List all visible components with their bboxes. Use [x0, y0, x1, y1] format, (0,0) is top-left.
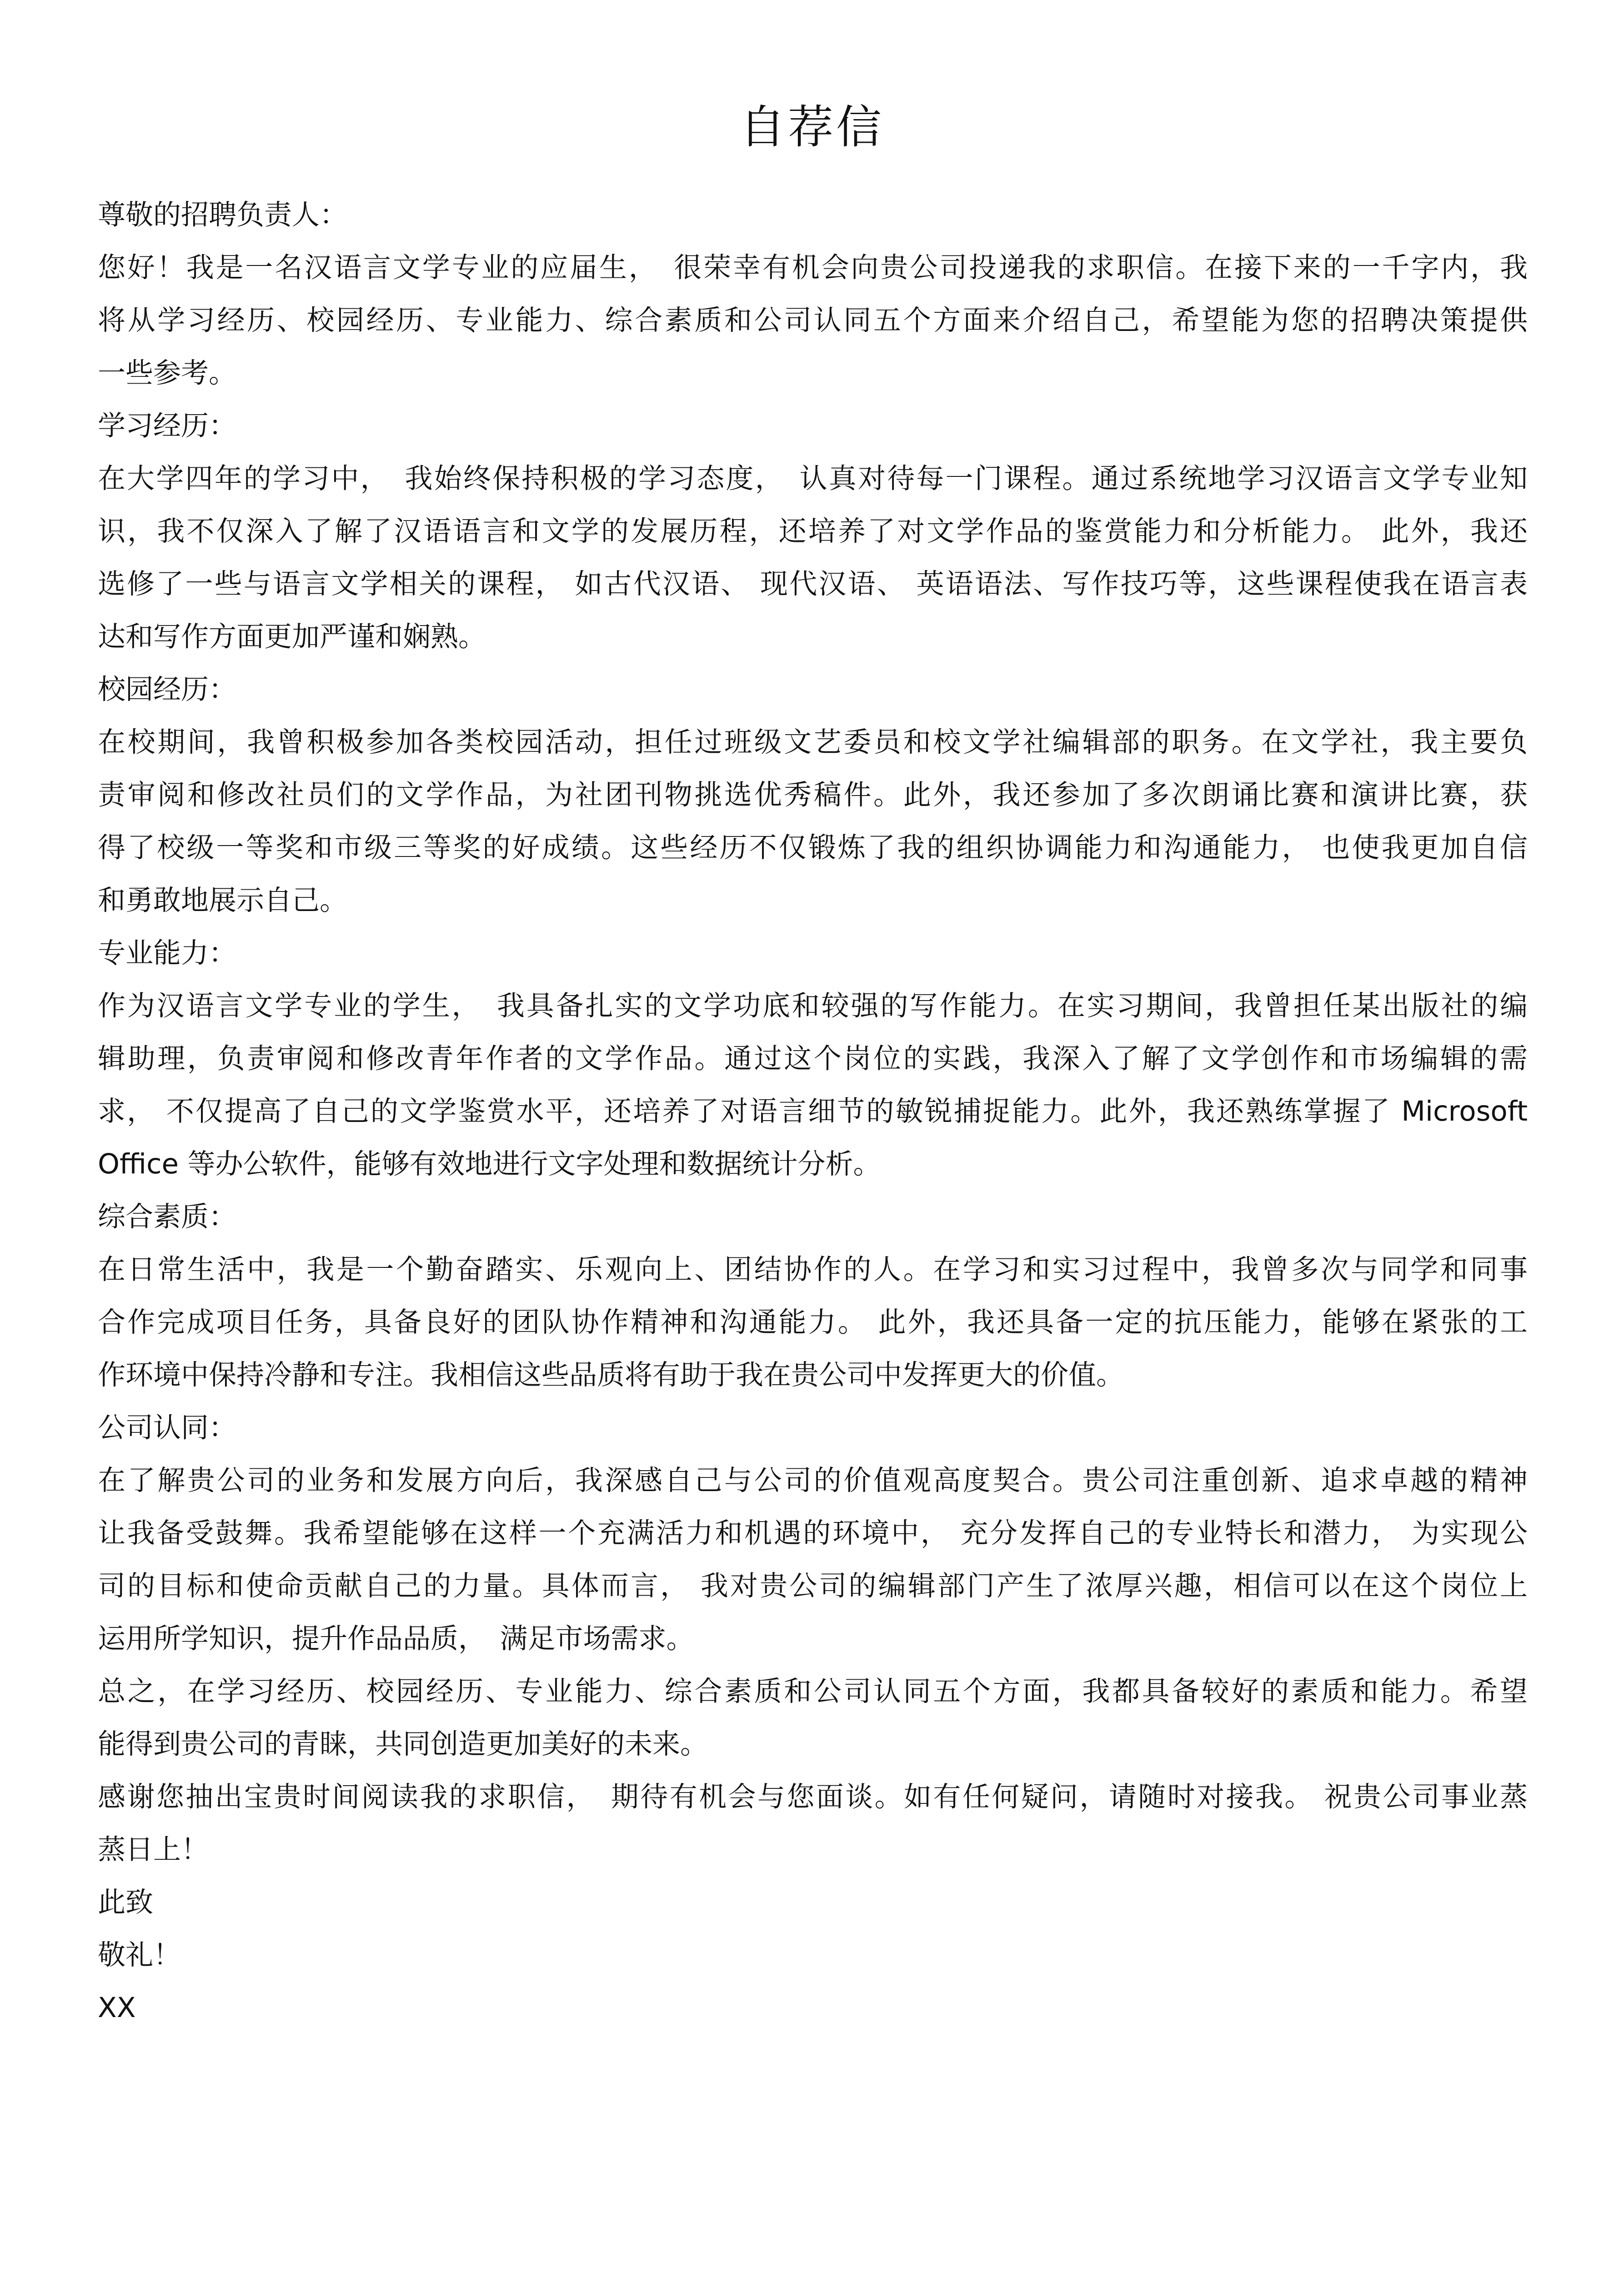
paragraph-line: 总之，在学习经历、校园经历、专业能力、综合素质和公司认同五个方面，我都具备较好的素质和能力。希望 [98, 1675, 1528, 1707]
paragraph-line: 作环境中保持冷静和专注。我相信这些品质将有助于我在贵公司中发挥更大的价值。 [98, 1359, 1124, 1391]
paragraph-line: 运用所学知识，提升作品品质， 满足市场需求。 [98, 1622, 694, 1655]
closing-salute: 敬礼！ [98, 1939, 181, 1971]
section-heading: 公司认同： [98, 1412, 237, 1444]
paragraph-line: 达和写作方面更加严谨和娴熟。 [98, 621, 486, 653]
paragraph-line: 在日常生活中，我是一个勤奋踏实、乐观向上、团结协作的人。在学习和实习过程中，我曾多次与同学和同事 [98, 1253, 1528, 1286]
paragraph-line: 合作完成项目任务，具备良好的团队协作精神和沟通能力。 此外，我还具备一定的抗压能力，能够在紧张的工 [98, 1306, 1528, 1338]
paragraph-line: 能得到贵公司的青睐，共同创造更加美好的未来。 [98, 1728, 708, 1760]
paragraph-line: 求， 不仅提高了自己的文学鉴赏水平，还培养了对语言细节的敏锐捕捉能力。此外，我还熟练掌握了 Microsoft [98, 1095, 1528, 1127]
paragraph-line: 让我备受鼓舞。我希望能够在这样一个充满活力和机遇的环境中， 充分发挥自己的专业特长和潜力， 为实现公 [98, 1517, 1528, 1549]
section-heading: 学习经历： [98, 410, 237, 442]
letter-body [98, 189, 1528, 2034]
paragraph-line: 司的目标和使命贡献自己的力量。具体而言， 我对贵公司的编辑部门产生了浓厚兴趣，相信可以在这个岗位上 [98, 1570, 1528, 1602]
section-heading: 综合素质： [98, 1201, 237, 1233]
paragraph-line: 作为汉语言文学专业的学生， 我具备扎实的文学功底和较强的写作能力。在实习期间，我曾担任某出版社的编 [98, 990, 1528, 1022]
paragraph-line: 感谢您抽出宝贵时间阅读我的求职信， 期待有机会与您面谈。如有任何疑问，请随时对接我。 祝贵公司事业蒸 [98, 1781, 1528, 1813]
paragraph-line: 一些参考。 [98, 357, 237, 389]
paragraph-line: Office 等办公软件，能够有效地进行文字处理和数据统计分析。 [98, 1148, 881, 1180]
salutation: 尊敬的招聘负责人： [98, 199, 348, 231]
paragraph-line: 识，我不仅深入了解了汉语语言和文学的发展历程，还培养了对文学作品的鉴赏能力和分析能力。 此外，我还 [98, 515, 1528, 547]
paragraph-line: 责审阅和修改社员们的文学作品，为社团刊物挑选优秀稿件。此外，我还参加了多次朗诵比赛和演讲比赛，获 [98, 779, 1528, 811]
paragraph-line: 在了解贵公司的业务和发展方向后，我深感自己与公司的价值观高度契合。贵公司注重创新、追求卓越的精神 [98, 1464, 1528, 1497]
paragraph-line: 蒸日上！ [98, 1833, 209, 1866]
paragraph-line: 在校期间，我曾积极参加各类校园活动，担任过班级文艺委员和校文学社编辑部的职务。在文学社，我主要负 [98, 726, 1528, 758]
section-heading: 专业能力： [98, 937, 237, 969]
paragraph-line: 在大学四年的学习中， 我始终保持积极的学习态度， 认真对待每一门课程。通过系统地学习汉语言文学专业知 [98, 462, 1528, 495]
closing-line: 此致 [98, 1886, 154, 1918]
paragraph-line: 您好！我是一名汉语言文学专业的应届生， 很荣幸有机会向贵公司投递我的求职信。在接下来的一千字内，我 [98, 251, 1528, 284]
paragraph-line: 辑助理，负责审阅和修改青年作者的文学作品。通过这个岗位的实践，我深入了解了文学创作和市场编辑的需 [98, 1042, 1528, 1075]
paragraph-line: 选修了一些与语言文学相关的课程， 如古代汉语、 现代汉语、 英语语法、写作技巧等，这些课程使我在语言表 [98, 568, 1528, 600]
paragraph-line: 将从学习经历、校园经历、专业能力、综合素质和公司认同五个方面来介绍自己，希望能为您的招聘决策提供 [98, 304, 1528, 336]
document-title: 自荐信 [740, 100, 884, 154]
section-heading: 校园经历： [98, 673, 237, 706]
paragraph-line: 得了校级一等奖和市级三等奖的好成绩。这些经历不仅锻炼了我的组织协调能力和沟通能力， 也使我更加自信 [98, 831, 1528, 864]
signature: XX [98, 1992, 136, 2024]
paragraph-line: 和勇敢地展示自己。 [98, 884, 348, 916]
